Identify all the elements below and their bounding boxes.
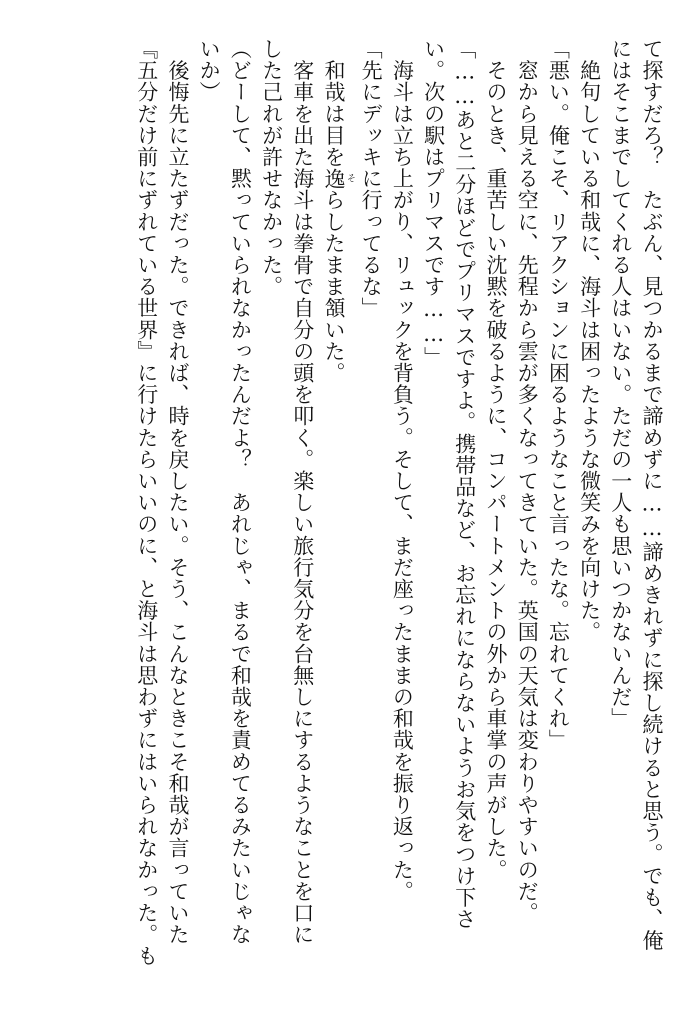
text-line-15: いか） [197, 38, 222, 103]
text-line-8: い。次の駅はプリマスです……」 [421, 38, 446, 368]
text-line-13: した己れが許せなかった。 [259, 38, 284, 298]
text-line-1: て探すだろ？ たぶん、見つかるまで諦めずに……諦めきれずに探し続けると思う。でも、俺 [640, 38, 664, 952]
text-line-11: 和哉は目を逸 そらしたまま頷いた。 [321, 38, 355, 384]
text-line-2: にはそこまでしてくれる人はいない。ただの一人も思いつかないんだ」 [608, 38, 633, 730]
text-line-9: 海斗は立ち上がり、リュックを背負う。そして、まだ座ったままの和哉を振り返った。 [390, 38, 415, 902]
ruby-so: そ [344, 167, 355, 190]
text-line-7: 「……あと二分ほどでプリマスですよ。携帯品など、お忘れにならないようお気をつけ下さ [452, 38, 477, 930]
text-line-17: 『五分だけ前にずれている世界』に行けたらいいのに、と海斗は思わずにはいられなかった。も [134, 38, 159, 967]
text-line-3: 絶句している和哉に、海斗は困ったような微笑みを向けた。 [577, 38, 602, 643]
text-line-10: 「先にデッキに行ってるな」 [359, 38, 384, 319]
text-line-4: 「悪い。俺こそ、リアクションに困るようなこと言ったな。忘れてくれ」 [546, 38, 571, 751]
text-line-5: 窓から見える空に、先程から雲が多くなってきていた。英国の天気は変わりやすいのだ。 [515, 38, 540, 924]
vertical-text-body [131, 38, 667, 988]
text-line-14: （どーして、黙っていられなかったんだよ？ あれじゃ、まるで和哉を責めてるみたいじゃな [228, 38, 253, 946]
text-line-12: 客車を出た海斗は拳骨で自分の頭を叩く。楽しい旅行気分を台無しにするようなことを口に [290, 38, 315, 946]
text-line-16: 後悔先に立たずだった。できれば、時を戻したい。そう、こんなときこそ和哉が言っていた [165, 38, 190, 946]
text-line-6: そのとき、重苦しい沈黙を破るように、コンパートメントの外から車掌の声がした。 [483, 38, 508, 881]
